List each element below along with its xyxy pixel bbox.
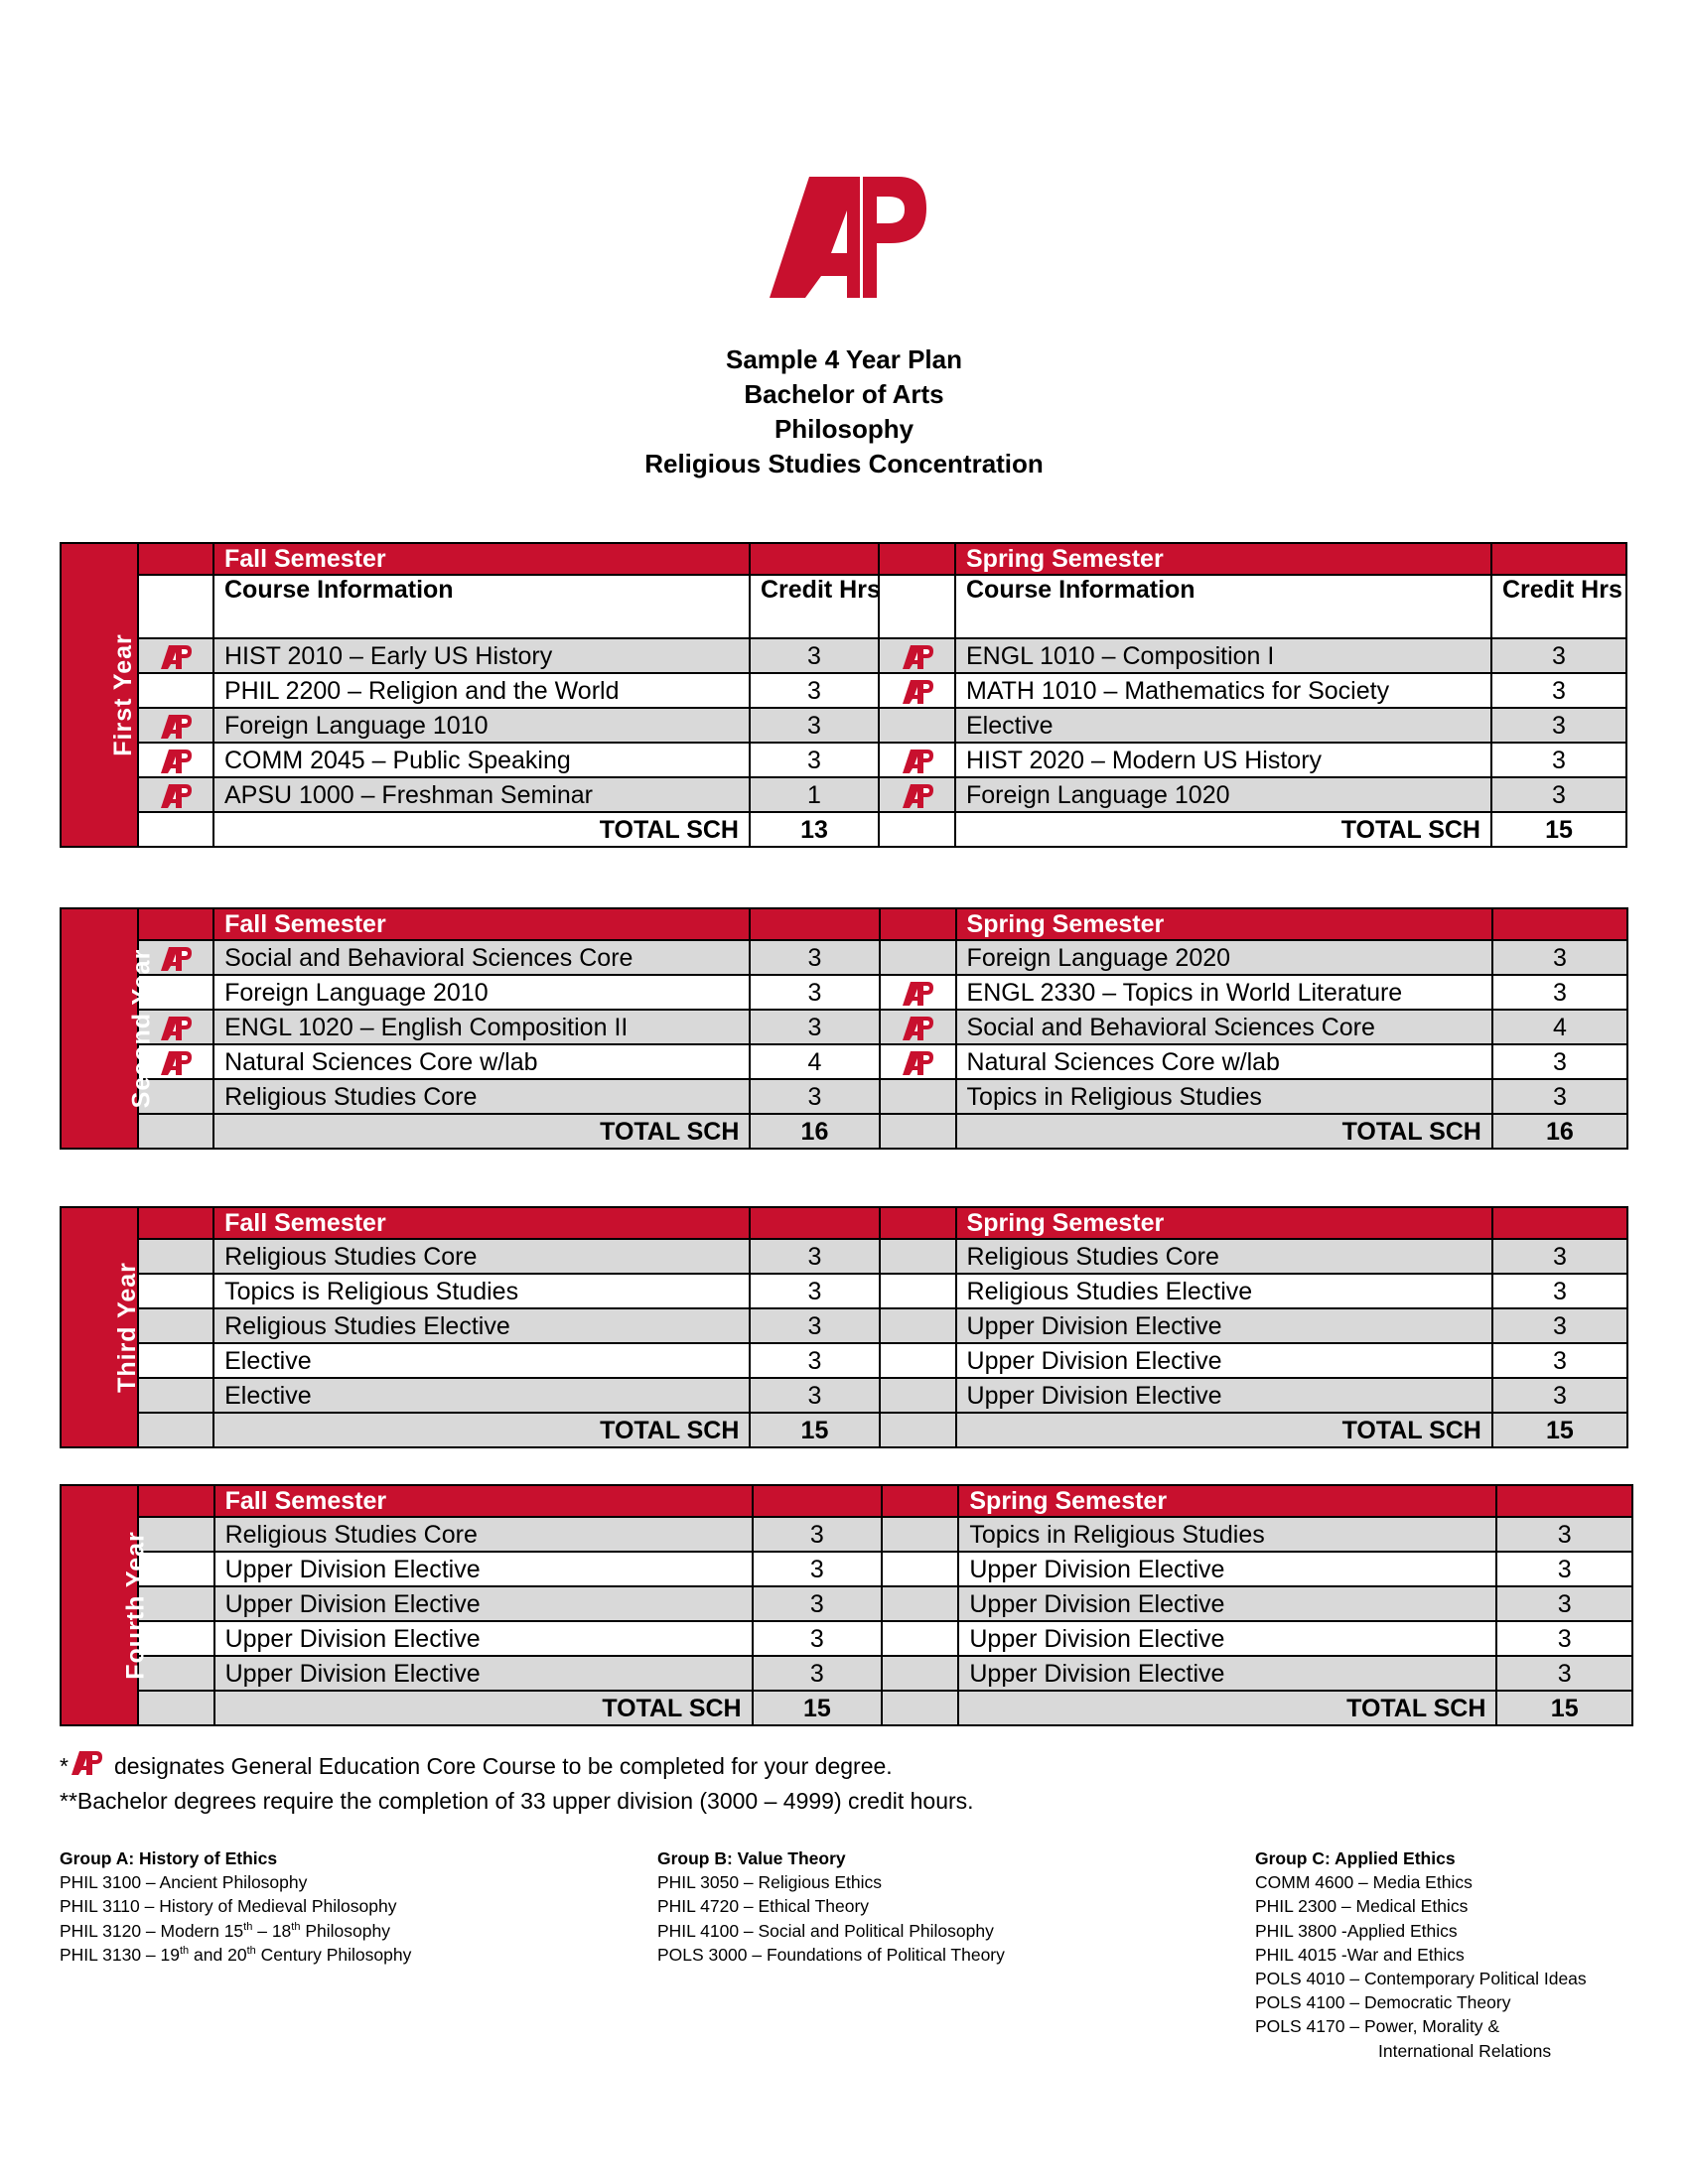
spring-total-value: 15: [1496, 1691, 1632, 1725]
fall-total-value: 15: [750, 1413, 879, 1447]
core-marker-cell: [879, 743, 955, 777]
course-row: [61, 1621, 1632, 1656]
fall-credit-hrs: 3: [750, 743, 879, 777]
fall-course: Religious Studies Elective: [213, 1308, 750, 1343]
group-b-item: PHIL 3050 – Religious Ethics: [657, 1872, 883, 1893]
ap-core-icon: [158, 1015, 194, 1042]
group-b-item: PHIL 4720 – Ethical Theory: [657, 1896, 870, 1917]
spring-course: HIST 2020 – Modern US History: [955, 743, 1491, 777]
core-marker-cell: [879, 708, 955, 743]
spring-course: ENGL 1010 – Composition I: [955, 638, 1491, 673]
spring-course: Religious Studies Core: [956, 1239, 1492, 1274]
core-marker-cell: [879, 673, 955, 708]
spring-credit-hrs: 3: [1492, 1239, 1627, 1274]
fall-semester-header: Fall Semester: [214, 1485, 753, 1517]
fall-semester-header: Fall Semester: [213, 908, 750, 940]
fall-total-label: TOTAL SCH: [213, 1114, 750, 1149]
core-marker-cell: [880, 940, 956, 975]
total-row: [61, 1114, 1627, 1149]
year-label-cell: [61, 1485, 150, 1725]
core-marker-cell: [138, 1308, 213, 1343]
header-blank: [879, 543, 955, 575]
credit-hrs-header: Credit Hrs: [750, 575, 879, 638]
core-marker-cell: [882, 1621, 958, 1656]
year-table: [60, 1484, 1633, 1726]
spring-credit-hrs: 3: [1492, 1343, 1627, 1378]
spring-course: Upper Division Elective: [958, 1621, 1496, 1656]
spring-total-label: TOTAL SCH: [955, 812, 1491, 847]
fall-credit-hrs: 3: [750, 975, 879, 1010]
spring-course: Upper Division Elective: [958, 1656, 1496, 1691]
group-a-item: PHIL 3130 – 19th and 20th Century Philosophy: [60, 1944, 412, 1965]
course-row: [61, 1552, 1632, 1586]
core-marker-cell: [138, 777, 213, 812]
year-label-cell: [61, 1207, 141, 1447]
ap-core-icon: [69, 1748, 104, 1778]
group-c-item: POLS 4170 – Power, Morality &: [1255, 2016, 1500, 2037]
fall-credit-hrs: 3: [753, 1586, 882, 1621]
core-marker-cell: [880, 1343, 956, 1378]
course-info-header: Course Information: [955, 575, 1491, 638]
spring-credit-hrs: 3: [1492, 1044, 1627, 1079]
ap-core-icon: [900, 1015, 935, 1042]
spring-credit-hrs: 3: [1492, 1274, 1627, 1308]
ap-core-icon: [900, 643, 935, 671]
fall-course: Elective: [213, 1343, 750, 1378]
spring-credit-hrs: 3: [1491, 743, 1626, 777]
total-blank: [879, 812, 955, 847]
fall-credit-hrs: 3: [750, 638, 879, 673]
icon-col-blank: [879, 575, 955, 638]
fall-credit-hrs: 3: [753, 1517, 882, 1552]
core-marker-cell: [138, 673, 213, 708]
core-marker-cell: [880, 1308, 956, 1343]
spring-course: Upper Division Elective: [956, 1343, 1492, 1378]
year-table: [60, 542, 1627, 848]
fall-credit-hrs: 3: [750, 1343, 879, 1378]
title-line-3: Philosophy: [774, 414, 914, 444]
fall-credit-hrs: 3: [750, 1010, 879, 1044]
group-c-item: COMM 4600 – Media Ethics: [1255, 1872, 1473, 1893]
upper-division-note: **Bachelor degrees require the completion of 33 upper division (3000 – 4999) credit hours.: [60, 1788, 974, 1814]
spring-credit-hrs: 3: [1491, 673, 1626, 708]
core-marker-cell: [880, 975, 956, 1010]
group-c-item: PHIL 3800 -Applied Ethics: [1255, 1920, 1458, 1941]
fall-credit-hrs: 3: [753, 1552, 882, 1586]
fall-total-label: TOTAL SCH: [213, 812, 750, 847]
spring-course: Upper Division Elective: [956, 1378, 1492, 1413]
spring-course: Upper Division Elective: [956, 1308, 1492, 1343]
course-row: [61, 1656, 1632, 1691]
fall-credit-hrs: 3: [750, 673, 879, 708]
group-a-item: PHIL 3100 – Ancient Philosophy: [60, 1872, 308, 1893]
core-marker-cell: [880, 1378, 956, 1413]
group-b: [657, 1846, 1005, 1967]
course-row: [61, 638, 1626, 673]
credit-hrs-header: Credit Hrs: [1491, 575, 1626, 638]
ap-core-icon: [158, 945, 194, 973]
spring-credit-hrs: 3: [1496, 1586, 1632, 1621]
header-blank: [138, 908, 213, 940]
header-blank: [1496, 1485, 1632, 1517]
group-b-item: POLS 3000 – Foundations of Political Theory: [657, 1944, 1005, 1965]
total-blank: [138, 812, 213, 847]
fall-credit-hrs: 3: [753, 1621, 882, 1656]
fall-course: Religious Studies Core: [213, 1079, 750, 1114]
header-blank: [880, 1207, 956, 1239]
footnotes: [60, 1749, 974, 1819]
course-row: [61, 743, 1626, 777]
core-marker-cell: [138, 638, 213, 673]
core-marker-cell: [880, 1274, 956, 1308]
spring-total-label: TOTAL SCH: [956, 1413, 1492, 1447]
core-marker-cell: [882, 1586, 958, 1621]
group-c-item: PHIL 2300 – Medical Ethics: [1255, 1896, 1469, 1917]
core-marker-cell: [882, 1656, 958, 1691]
fall-credit-hrs: 3: [753, 1656, 882, 1691]
core-marker-cell: [879, 638, 955, 673]
total-blank: [138, 1691, 213, 1725]
spring-course: Natural Sciences Core w/lab: [956, 1044, 1492, 1079]
core-marker-cell: [880, 1079, 956, 1114]
group-a-title: Group A: History of Ethics: [60, 1848, 278, 1868]
header-blank: [138, 543, 213, 575]
fall-course: Foreign Language 1010: [213, 708, 750, 743]
spring-credit-hrs: 3: [1496, 1621, 1632, 1656]
fall-course: ENGL 1020 – English Composition II: [213, 1010, 750, 1044]
spring-course: ENGL 2330 – Topics in World Literature: [956, 975, 1492, 1010]
course-row: [61, 673, 1626, 708]
group-c-item: POLS 4100 – Democratic Theory: [1255, 1992, 1511, 2013]
spring-course: Upper Division Elective: [958, 1586, 1496, 1621]
ap-core-icon: [900, 678, 935, 706]
group-a: [60, 1846, 411, 1967]
core-marker-cell: [882, 1552, 958, 1586]
fall-course: Upper Division Elective: [214, 1552, 753, 1586]
ap-core-icon: [158, 713, 194, 741]
spring-course: Foreign Language 2020: [956, 940, 1492, 975]
group-b-title: Group B: Value Theory: [657, 1848, 846, 1868]
course-row: [61, 1517, 1632, 1552]
core-marker-cell: [880, 1010, 956, 1044]
spring-total-value: 16: [1492, 1114, 1627, 1149]
spring-course: Topics in Religious Studies: [956, 1079, 1492, 1114]
course-row: [61, 708, 1626, 743]
fall-credit-hrs: 3: [750, 1079, 879, 1114]
spring-course: Topics in Religious Studies: [958, 1517, 1496, 1552]
course-row: [61, 1308, 1627, 1343]
spring-credit-hrs: 3: [1492, 1079, 1627, 1114]
core-marker-cell: [880, 1044, 956, 1079]
course-row: [61, 975, 1627, 1010]
spring-semester-header: Spring Semester: [958, 1485, 1496, 1517]
fall-course: Social and Behavioral Sciences Core: [213, 940, 750, 975]
year-table: [60, 907, 1628, 1150]
header-blank: [880, 908, 956, 940]
course-row: [61, 1239, 1627, 1274]
year-label: Fourth Year: [121, 1531, 150, 1680]
title-line-4: Religious Studies Concentration: [644, 449, 1044, 478]
spring-total-label: TOTAL SCH: [956, 1114, 1492, 1149]
ap-core-icon: [900, 782, 935, 810]
title-line-2: Bachelor of Arts: [744, 379, 944, 409]
fall-course: Upper Division Elective: [214, 1621, 753, 1656]
fall-course: Foreign Language 2010: [213, 975, 750, 1010]
fall-course: Religious Studies Core: [214, 1517, 753, 1552]
spring-course: Foreign Language 1020: [955, 777, 1491, 812]
ap-logo: [750, 149, 938, 318]
fall-course: HIST 2010 – Early US History: [213, 638, 750, 673]
course-row: [61, 1044, 1627, 1079]
fall-course: Natural Sciences Core w/lab: [213, 1044, 750, 1079]
spring-course: MATH 1010 – Mathematics for Society: [955, 673, 1491, 708]
header-blank: [1492, 1207, 1627, 1239]
group-b-item: PHIL 4100 – Social and Political Philosophy: [657, 1920, 994, 1941]
year-label: Second Year: [127, 948, 156, 1109]
spring-semester-header: Spring Semester: [956, 1207, 1492, 1239]
year-table: [60, 1206, 1628, 1448]
spring-credit-hrs: 3: [1496, 1517, 1632, 1552]
fall-course: Topics is Religious Studies: [213, 1274, 750, 1308]
header-blank: [750, 543, 879, 575]
fall-total-value: 13: [750, 812, 879, 847]
course-row: [61, 1274, 1627, 1308]
core-marker-cell: [138, 743, 213, 777]
fall-semester-header: Fall Semester: [213, 543, 750, 575]
ap-core-icon: [158, 643, 194, 671]
total-row: [61, 1691, 1632, 1725]
spring-course: Religious Studies Elective: [956, 1274, 1492, 1308]
fall-course: Elective: [213, 1378, 750, 1413]
spring-credit-hrs: 3: [1491, 638, 1626, 673]
spring-total-value: 15: [1491, 812, 1626, 847]
spring-course: Upper Division Elective: [958, 1552, 1496, 1586]
course-row: [61, 1378, 1627, 1413]
fall-semester-header: Fall Semester: [213, 1207, 750, 1239]
core-marker-cell: [879, 777, 955, 812]
header-blank: [753, 1485, 882, 1517]
header-blank: [750, 908, 879, 940]
header-blank: [138, 1485, 213, 1517]
fall-credit-hrs: 3: [750, 1308, 879, 1343]
spring-semester-header: Spring Semester: [955, 543, 1491, 575]
total-blank: [138, 1114, 213, 1149]
group-a-item: PHIL 3110 – History of Medieval Philosophy: [60, 1896, 397, 1917]
year-label: First Year: [108, 633, 137, 756]
course-row: [61, 777, 1626, 812]
header-blank: [138, 1207, 213, 1239]
core-note: designates General Education Core Course to be completed for your degree.: [113, 1753, 893, 1779]
fall-credit-hrs: 3: [750, 708, 879, 743]
group-c-item: POLS 4010 – Contemporary Political Ideas: [1255, 1969, 1587, 1989]
plan-title: [0, 342, 1688, 481]
total-blank: [882, 1691, 958, 1725]
header-blank: [750, 1207, 879, 1239]
spring-total-label: TOTAL SCH: [958, 1691, 1496, 1725]
spring-credit-hrs: 3: [1491, 708, 1626, 743]
spring-course: Elective: [955, 708, 1491, 743]
fall-total-label: TOTAL SCH: [214, 1691, 753, 1725]
ap-core-icon: [158, 782, 194, 810]
ap-core-icon: [158, 748, 194, 775]
fall-course: PHIL 2200 – Religion and the World: [213, 673, 750, 708]
spring-credit-hrs: 4: [1492, 1010, 1627, 1044]
course-info-header: Course Information: [213, 575, 750, 638]
fall-credit-hrs: 4: [750, 1044, 879, 1079]
spring-credit-hrs: 3: [1491, 777, 1626, 812]
spring-course: Social and Behavioral Sciences Core: [956, 1010, 1492, 1044]
fall-credit-hrs: 3: [750, 940, 879, 975]
course-row: [61, 1343, 1627, 1378]
spring-credit-hrs: 3: [1492, 940, 1627, 975]
header-blank: [1491, 543, 1626, 575]
fall-course: Religious Studies Core: [213, 1239, 750, 1274]
fall-credit-hrs: 1: [750, 777, 879, 812]
total-row: [61, 812, 1626, 847]
fall-credit-hrs: 3: [750, 1378, 879, 1413]
group-c: [1255, 1846, 1587, 2063]
ap-core-icon: [158, 1049, 194, 1077]
core-marker-cell: [138, 1239, 213, 1274]
spring-credit-hrs: 3: [1496, 1656, 1632, 1691]
spring-credit-hrs: 3: [1492, 1378, 1627, 1413]
title-line-1: Sample 4 Year Plan: [726, 344, 962, 374]
ap-core-icon: [900, 980, 935, 1008]
fall-course: Upper Division Elective: [214, 1586, 753, 1621]
group-c-title: Group C: Applied Ethics: [1255, 1848, 1456, 1868]
fall-total-label: TOTAL SCH: [213, 1413, 750, 1447]
year-label: Third Year: [112, 1262, 141, 1393]
year-label-cell: [61, 543, 138, 847]
spring-semester-header: Spring Semester: [956, 908, 1492, 940]
fall-credit-hrs: 3: [750, 1239, 879, 1274]
fall-total-value: 15: [753, 1691, 882, 1725]
fall-course: Upper Division Elective: [214, 1656, 753, 1691]
header-blank: [882, 1485, 958, 1517]
icon-col-blank: [138, 575, 213, 638]
total-blank: [880, 1413, 956, 1447]
core-marker-cell: [138, 1274, 213, 1308]
spring-total-value: 15: [1492, 1413, 1627, 1447]
core-marker-cell: [138, 1343, 213, 1378]
footnote-star: *: [60, 1753, 69, 1779]
course-row: [61, 1586, 1632, 1621]
ap-core-icon: [900, 748, 935, 775]
spring-credit-hrs: 3: [1492, 1308, 1627, 1343]
header-blank: [1492, 908, 1627, 940]
fall-total-value: 16: [750, 1114, 879, 1149]
group-a-item: PHIL 3120 – Modern 15th – 18th Philosophy: [60, 1920, 390, 1941]
ap-core-icon: [900, 1049, 935, 1077]
total-row: [61, 1413, 1627, 1447]
total-blank: [880, 1114, 956, 1149]
core-marker-cell: [882, 1517, 958, 1552]
course-row: [61, 940, 1627, 975]
course-row: [61, 1010, 1627, 1044]
fall-credit-hrs: 3: [750, 1274, 879, 1308]
spring-credit-hrs: 3: [1492, 975, 1627, 1010]
fall-course: APSU 1000 – Freshman Seminar: [213, 777, 750, 812]
core-marker-cell: [138, 1378, 213, 1413]
core-marker-cell: [880, 1239, 956, 1274]
group-c-item: International Relations: [1378, 2040, 1552, 2061]
core-marker-cell: [138, 708, 213, 743]
course-row: [61, 1079, 1627, 1114]
spring-credit-hrs: 3: [1496, 1552, 1632, 1586]
year-label-cell: [61, 908, 156, 1149]
group-c-item: PHIL 4015 -War and Ethics: [1255, 1944, 1465, 1965]
fall-course: COMM 2045 – Public Speaking: [213, 743, 750, 777]
total-blank: [138, 1413, 213, 1447]
